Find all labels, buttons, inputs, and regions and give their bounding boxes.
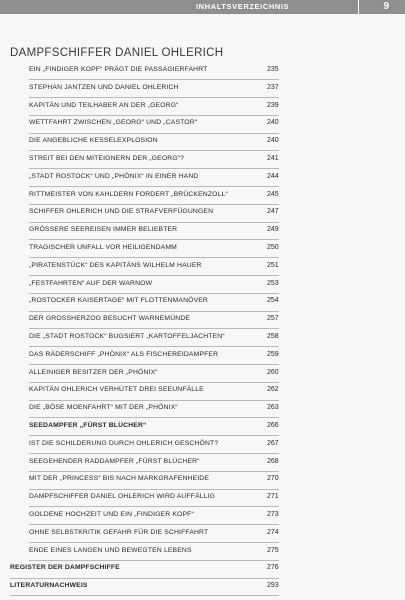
toc-entry-page: 257 [267,315,279,323]
toc-entry[interactable] [0,490,405,508]
toc-divider [29,382,279,383]
toc-divider [29,204,279,205]
toc-divider [29,435,279,436]
toc-divider [10,595,279,596]
toc-divider [29,150,279,151]
toc-entry-title: „FESTFAHRTEN“ AUF DER WARNOW [29,279,153,287]
page-number: 9 [383,1,389,12]
toc-entry[interactable] [0,99,405,117]
toc-divider [29,417,279,418]
toc-entry-page: 251 [267,261,279,269]
toc-entry[interactable] [0,561,405,579]
toc-entry-page: 247 [267,208,279,216]
toc-divider [10,578,279,579]
toc-divider [29,97,279,98]
toc-divider [29,471,279,472]
toc-entry-page: 254 [267,297,279,305]
toc-entry-title: SCHIFFER OHLERICH UND DIE STRAFVERFÜGUNGEN [29,208,214,216]
toc-divider [29,364,279,365]
toc-entry-page: 270 [267,475,279,483]
toc-entry-title: GOLDENE HOCHZEIT UND EIN „FINDIGER KOPF“ [29,510,194,518]
toc-divider [29,328,279,329]
toc-entry-page: 271 [267,493,279,501]
header-divider [358,0,359,14]
toc-entry[interactable] [0,134,405,152]
toc-divider [29,560,279,561]
toc-entry-title: WETTFAHRT ZWISCHEN „GEORG“ UND „CASTOR“ [29,119,198,127]
toc-entry-page: 268 [267,457,279,465]
toc-divider [29,311,279,312]
toc-entry[interactable] [0,366,405,384]
chapter-title: DAMPFSCHIFFER DANIEL OHLERICH [10,47,224,59]
toc-entry-page: 253 [267,279,279,287]
toc-entry-page: 250 [267,243,279,251]
toc-entry-title: IST DIE SCHILDERUNG DURCH OHLERICH GESCHÖNT? [29,439,219,447]
toc-entry-page: 276 [267,564,279,572]
toc-entry-title: LITERATURNACHWEIS [10,582,88,590]
toc-entry[interactable] [0,579,405,597]
toc-entry-page: 244 [267,172,279,180]
toc-entry-title: EIN „FINDIGER KOPF“ PRÄGT DIE PASSAGIERFAHRT [29,66,208,73]
toc-entry-page: 249 [267,226,279,234]
toc-divider [29,222,279,223]
toc-entry[interactable] [0,205,405,223]
toc-entry[interactable] [0,455,405,473]
toc-entry-page: 259 [267,350,279,358]
toc-entry[interactable] [0,419,405,437]
running-header [0,0,405,14]
toc-entry[interactable] [0,294,405,312]
toc-entry[interactable] [0,188,405,206]
toc-entry-page: 260 [267,368,279,376]
toc-divider [29,346,279,347]
toc-divider [29,186,279,187]
toc-divider [29,115,279,116]
toc-entry-title: KAPITÄN UND TEILHABER AN DER „GEORG“ [29,101,179,109]
toc-entry[interactable] [0,330,405,348]
toc-divider [29,453,279,454]
toc-entry-title: ALLEINIGER BESITZER DER „PHÖNIX“ [29,368,158,376]
toc-entry-title: DIE „STADT ROSTOCK“ BUGSIERT „KARTOFFELJACHTEN“ [29,332,225,340]
toc-entry-page: 245 [267,190,279,198]
toc-entry-page: 273 [267,510,279,518]
toc-entry-title: STREIT BEI DEN MITEIGNERN DER „GEORG“? [29,154,185,162]
toc-entry-title: „ROSTOCKER KAISERTAGE“ MIT FLOTTENMANÖVER [29,297,208,305]
toc-divider [29,524,279,525]
toc-divider [29,400,279,401]
toc-entry[interactable] [0,508,405,526]
toc-entry-page: 237 [267,83,279,91]
toc-entry-page: 239 [267,101,279,109]
toc-entry-title: DER GROSSHERZOG BESUCHT WARNEMÜNDE [29,315,191,323]
toc-entry-page: 267 [267,439,279,447]
toc-entry-title: RITTMEISTER VON KAHLDERN FORDERT „BRÜCKENZOLL“ [29,190,228,198]
toc-entry-page: 263 [267,404,279,412]
toc-entry-title: REGISTER DER DAMPFSCHIFFE [10,564,120,572]
toc-entry-title: OHNE SELBSTKRITIK GEFAHR FÜR DIE SCHIFFAHRT [29,528,209,536]
toc-entry-title: DIE „BÖSE MOENFAHRT“ MIT DER „PHÖNIX“ [29,404,178,412]
toc-entry-page: 274 [267,528,279,536]
toc-divider [29,489,279,490]
toc-entry-page: 235 [267,66,279,73]
toc-divider [29,133,279,134]
toc-divider [29,79,279,80]
running-header-title: INHALTSVERZEICHNIS [196,2,290,11]
toc-entry-page: 241 [267,154,279,162]
toc-entry-title: DIE ANGEBLICHE KESSELEXPLOSION [29,137,158,145]
toc-entry-page: 293 [267,582,279,590]
toc-entry[interactable] [0,241,405,259]
toc-entry[interactable] [0,277,405,295]
toc-entry[interactable] [0,312,405,330]
toc-entry[interactable] [0,223,405,241]
toc-entry[interactable] [0,437,405,455]
toc-entry-title: „STADT ROSTOCK“ UND „PHÖNIX“ IN EINER HAND [29,172,199,180]
toc-entry[interactable] [0,526,405,544]
toc-entry-title: SEEGEHENDER RADDAMPFER „FÜRST BLÜCHER“ [29,457,200,465]
toc-entry[interactable] [0,348,405,366]
toc-entry[interactable] [0,259,405,277]
toc-entry[interactable] [0,63,405,81]
toc-entry[interactable] [0,401,405,419]
toc-entry-page: 258 [267,332,279,340]
toc-entry-title: SEEDAMPFER „FÜRST BLÜCHER“ [29,421,147,429]
toc-entry[interactable] [0,170,405,188]
toc-divider [29,168,279,169]
toc-entry[interactable] [0,116,405,134]
toc-entry-title: GRÖSSERE SEEREISEN IMMER BELIEBTER [29,226,178,234]
toc-entry-title: STEPHAN JANTZEN UND DANIEL OHLERICH [29,83,179,91]
toc-entry-title: „PIRATENSTÜCK“ DES KAPITÄNS WILHELM HAUER [29,261,202,269]
table-of-contents [0,63,405,597]
toc-entry[interactable] [0,383,405,401]
toc-entry[interactable] [0,81,405,99]
toc-entry-title: ENDE EINES LANGEN UND BEWEGTEN LEBENS [29,546,192,554]
toc-divider [29,293,279,294]
toc-entry[interactable] [0,472,405,490]
toc-entry[interactable] [0,152,405,170]
toc-divider [29,506,279,507]
toc-entry-page: 266 [267,421,279,429]
toc-entry[interactable] [0,544,405,562]
toc-entry-title: TRAGISCHER UNFALL VOR HEILIGENDAMM [29,243,177,251]
toc-entry-page: 240 [267,137,279,145]
toc-entry-title: MIT DER „PRINCESS“ BIS NACH MARKGRAFENHEIDE [29,475,210,483]
toc-divider [29,257,279,258]
toc-entry-page: 275 [267,546,279,554]
toc-entry-title: DAMPFSCHIFFER DANIEL OHLERICH WIRD AUFFÄLLIG [29,493,216,501]
toc-entry-title: KAPITÄN OHLERICH VERHÜTET DREI SEEUNFÄLLE [29,386,204,394]
toc-divider [29,275,279,276]
toc-entry-title: DAS RÄDERSCHIFF „PHÖNIX“ ALS FISCHEREIDAMPFER [29,350,219,358]
toc-entry-page: 240 [267,119,279,127]
toc-divider [29,239,279,240]
toc-divider [29,542,279,543]
toc-entry-page: 262 [267,386,279,394]
